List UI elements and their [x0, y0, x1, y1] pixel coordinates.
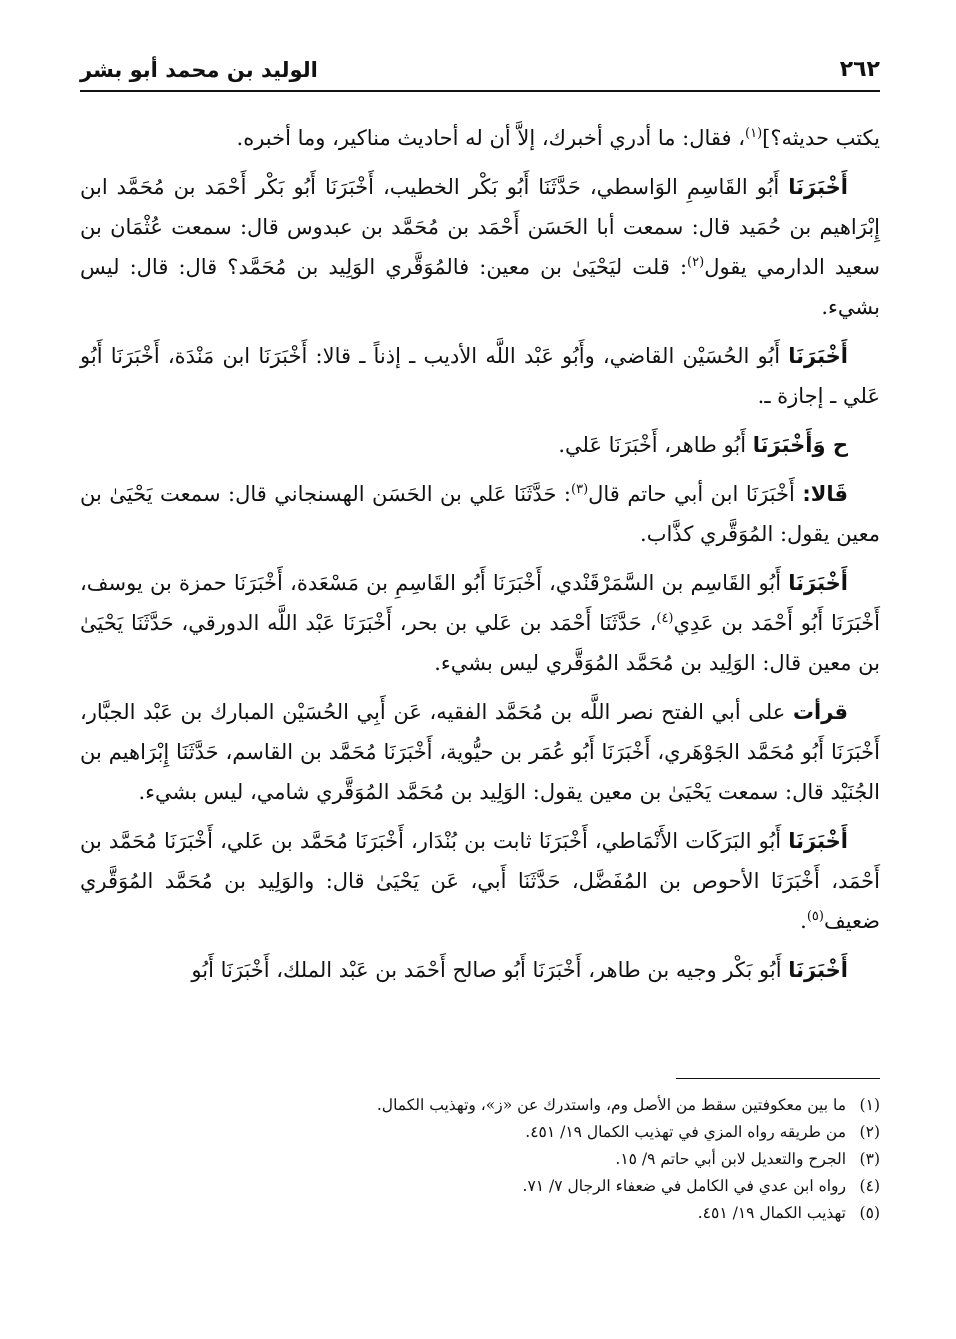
paragraph-keyword: أَخْبَرَنَا: [788, 344, 848, 368]
paragraph-text: على أبي الفتح نصر اللَّه بن مُحَمَّد الفقيه، عَن أَبِي الحُسَيْن المبارك بن عَبْد الجبَّار، أَخْبَرَنَا أَبُو مُحَمَّد الجَوْهَري، أَخْبَرَنَا أَبُو عُمَر بن حيُّوية، أَخْبَرَنَا مُحَمَّد بن القاسم، حَدَّثَنَا إِبْرَاهيم بن الجُنَيْد قال: سمعت يَحْيَىٰ بن معين يقول: الوَلِيد بن مُحَمَّد المُوَقَّري شامي، ليس بشيء.: [80, 700, 880, 804]
footnote-number: (٢): [859, 1123, 880, 1141]
running-title: الوليد بن محمد أبو بشر: [80, 58, 318, 82]
footnote-ref: (٣): [571, 482, 589, 497]
paragraph-text-continued: .: [800, 909, 807, 933]
paragraph: [80, 425, 880, 465]
footnote: [80, 1200, 880, 1227]
paragraph-keyword: أَخْبَرَنَا: [788, 829, 848, 853]
footnote: [80, 1146, 880, 1173]
paragraph-keyword: قرأت: [792, 700, 849, 724]
paragraph-text-continued: : قلت ليَحْيَىٰ بن معين: فالمُوَقَّري الوَلِيد بن مُحَمَّد؟ قال: قال: ليس بشيء.: [80, 255, 880, 319]
footnote-number: (٤): [859, 1177, 880, 1195]
footnote-divider: [676, 1078, 880, 1079]
footnote-number: (٣): [859, 1150, 880, 1168]
paragraph-text-continued: ، حَدَّثَنَا أَحْمَد بن عَلي بن بحر، أَخْبَرَنَا عَبْد اللَّه الدورقي، حَدَّثَنَا يَحْيَىٰ بن معين قال: الوَلِيد بن مُحَمَّد المُوَقَّري ليس بشيء.: [80, 611, 880, 675]
paragraph-keyword: قَالا:: [802, 482, 848, 506]
footnote-ref: (٥): [806, 909, 824, 924]
paragraph: [80, 167, 880, 327]
paragraph: [80, 118, 880, 158]
paragraph-text: يكتب حديثه؟]: [762, 126, 880, 150]
footnote-ref: (٢): [687, 255, 705, 270]
paragraph: [80, 563, 880, 683]
footnote-ref: (٤): [656, 611, 674, 626]
footnotes: [80, 1092, 880, 1227]
paragraph-text: أَبُو القَاسِم بن السَّمَرْقَنْدي، أَخْبَرَنَا أَبُو القَاسِمِ بن مَسْعَدة، أَخْبَرَنَا حمزة بن يوسف، أَخْبَرَنَا أَبُو أَحْمَد بن عَدِي: [80, 571, 881, 635]
footnote-text: تهذيب الكمال ١٩/ ٤٥١.: [697, 1204, 846, 1222]
footnote-ref: (١): [745, 126, 763, 141]
paragraph-text: أَبُو بَكْر وجيه بن طاهر، أَخْبَرَنَا أَبُو صالح أَحْمَد بن عَبْد الملك، أَخْبَرَنَا أَبُو: [191, 958, 782, 982]
paragraph-text: أَبُو طاهر، أَخْبَرَنَا عَلي.: [558, 433, 747, 457]
paragraph: [80, 474, 880, 554]
paragraph-keyword: ح وَأَخْبَرَنَا: [752, 433, 848, 457]
main-text: [80, 118, 880, 999]
footnote: [80, 1119, 880, 1146]
paragraph-text: أَبُو الحُسَيْن القاضي، وأَبُو عَبْد اللَّه الأديب ـ إذناً ـ قالا: أَخْبَرَنَا ابن مَنْدَة، أَخْبَرَنَا أَبُو عَلي ـ إجازة ـ.: [80, 344, 880, 408]
paragraph-text: أَبُو البَرَكَات الأَنْمَاطي، أَخْبَرَنَا ثابت بن بُنْدَار، أَخْبَرَنَا مُحَمَّد بن عَلي، أَخْبَرَنَا مُحَمَّد بن أَحْمَد، أَخْبَرَنَا الأحوص بن المُفَضَّل، حَدَّثَنَا أَبي، عَن يَحْيَىٰ قال: والوَلِيد بن مُحَمَّد المُوَقَّري ضعيف: [80, 829, 880, 933]
paragraph: [80, 950, 880, 990]
page-header: [80, 48, 880, 92]
paragraph: [80, 692, 880, 812]
paragraph-text: أَبُو القَاسِمِ الوَاسطي، حَدَّثَنَا أَبُو بَكْر الخطيب، أَخْبَرَنَا أَبُو بَكْر أَحْمَد بن مُحَمَّد ابن إِبْرَاهيم بن حُمَيد قال: سمعت أبا الحَسَن أَحْمَد بن مُحَمَّد بن عبدوس قال: سمعت عُثْمَان بن سعيد الدارمي يقول: [80, 175, 880, 279]
footnote-text: رواه ابن عدي في الكامل في ضعفاء الرجال ٧/ ٧١.: [522, 1177, 846, 1195]
paragraph-keyword: أَخْبَرَنَا: [788, 958, 848, 982]
footnote-number: (٥): [859, 1204, 880, 1222]
paragraph-text-continued: : حَدَّثَنَا عَلي بن الحَسَن الهسنجاني قال: سمعت يَحْيَىٰ بن معين يقول: المُوَقَّري كذَّاب.: [80, 482, 880, 546]
footnote: [80, 1092, 880, 1119]
footnote-text: ما بين معكوفتين سقط من الأصل وم، واستدرك عن «ز»، وتهذيب الكمال.: [376, 1096, 846, 1114]
footnote-text: الجرح والتعديل لابن أبي حاتم ٩/ ١٥.: [615, 1150, 846, 1168]
footnote-text: من طريقه رواه المزي في تهذيب الكمال ١٩/ ٤٥١.: [525, 1123, 846, 1141]
paragraph-text: أَخْبَرَنَا ابن أبي حاتم قال: [588, 482, 795, 506]
footnote: [80, 1173, 880, 1200]
paragraph-keyword: أَخْبَرَنَا: [788, 571, 848, 595]
page-number: ٢٦٢: [839, 57, 880, 82]
paragraph-keyword: أَخْبَرَنَا: [788, 175, 848, 199]
paragraph: [80, 336, 880, 416]
paragraph: [80, 821, 880, 941]
paragraph-text-continued: ، فقال: ما أدري أخبرك، إلاَّ أن له أحاديث مناكير، وما أخبره.: [236, 126, 745, 150]
footnote-number: (١): [859, 1096, 880, 1114]
